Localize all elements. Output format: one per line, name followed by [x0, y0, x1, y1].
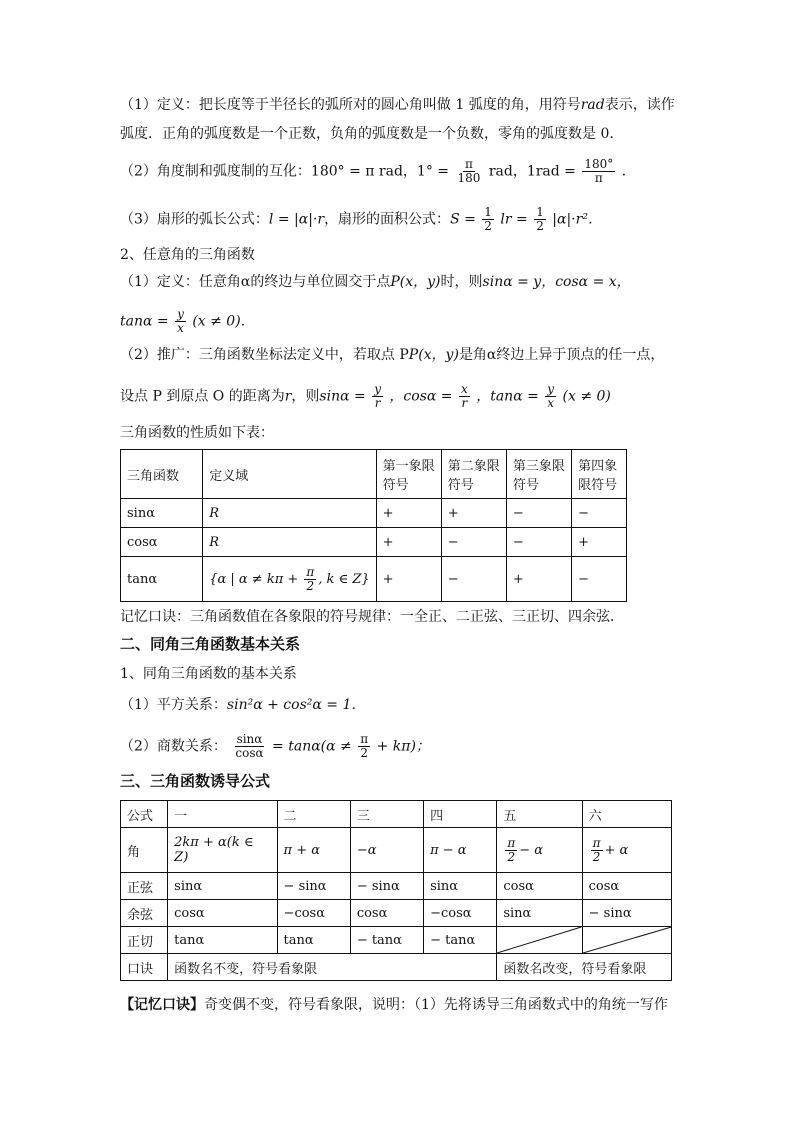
table-cell: +: [376, 528, 441, 557]
table-header-cell: 第三象限符号: [506, 450, 571, 499]
table-cell: +: [572, 528, 627, 557]
table-cell-angle-5: $\frac{\pi}{2}$ − α: [497, 828, 582, 873]
table-row: [121, 873, 672, 900]
table-row: [121, 900, 672, 927]
fraction-180-over-pi: $\frac{180^\circ}{\pi}$: [584, 157, 614, 185]
table-header-cell: 公式: [121, 801, 168, 828]
table-row: [121, 499, 627, 528]
table-cell: −: [572, 499, 627, 528]
table-cell: 函数名改变，符号看象限: [497, 954, 672, 981]
table-cell: cosα: [168, 900, 277, 927]
table-cell: R: [203, 499, 376, 528]
table-cell-tan-domain: {α | α ≠ kπ + $\frac{\pi}{2}$ , k ∈ Z}: [203, 557, 376, 602]
table-header-row: [121, 450, 627, 499]
table-cell: 函数名不变，符号看象限: [168, 954, 497, 981]
quotient-relation: （2）商数关系： $\frac{\sin\alpha}{\cos\alpha}$ = tanα(α ≠ $\frac{\pi}{2}$ + kπ)；: [120, 732, 430, 760]
fraction-sin-over-cos: $\frac{\sin\alpha}{\cos\alpha}$: [235, 732, 264, 760]
radian-definition-line-2: 弧度．正角的弧度数是一个正数，负角的弧度数是一个负数，零角的弧度数是 0．: [120, 126, 624, 142]
table-cell: 正切: [121, 927, 168, 954]
table-cell: −cosα: [277, 900, 350, 927]
fraction-y-over-r: $\frac{y}{r}$: [374, 382, 381, 410]
table-cell: −: [441, 528, 506, 557]
generalization-line-2: 设点 P 到原点 O 的距离为r，则sinα = $\frac{y}{r}$ ，cosα = $\frac{x}{r}$ ，tanα = $\frac{y}{x}$ (x ≠ 0): [120, 382, 611, 410]
table-cell: tanα: [277, 927, 350, 954]
table-cell: −cosα: [424, 900, 497, 927]
table-cell: − sinα: [582, 900, 671, 927]
tan-definition: tanα = $\frac{y}{x}$ (x ≠ 0)．: [120, 307, 255, 335]
table-header-cell: 一: [168, 801, 277, 828]
table-header-cell: 第二象限符号: [441, 450, 506, 499]
table-cell: −: [506, 528, 571, 557]
table-row: [121, 927, 672, 954]
table-cell: −: [572, 557, 627, 602]
table-cell: cosα: [582, 873, 671, 900]
table-header-cell: 四: [424, 801, 497, 828]
table-cell: sinα: [168, 873, 277, 900]
table-cell: +: [376, 557, 441, 602]
table-header-cell: 三角函数: [121, 450, 203, 499]
fraction-pi-over-2: $\frac{\pi}{2}$: [360, 732, 369, 760]
table-cell-angle-6: $\frac{\pi}{2}$ + α: [582, 828, 671, 873]
trig-definition: （1）定义：任意角α的终边与单位圆交于点P(x，y)时，则sinα = y，cosα = x，: [120, 274, 631, 290]
table-cell: 角: [121, 828, 168, 873]
table-cell: −: [506, 499, 571, 528]
table-header-cell: 五: [497, 801, 582, 828]
diagonal-line: [583, 927, 671, 953]
table-header-cell: 第一象限符号: [376, 450, 441, 499]
table-cell: −: [441, 557, 506, 602]
table-cell: − tanα: [350, 927, 423, 954]
fraction-x-over-r: $\frac{x}{r}$: [460, 382, 468, 410]
table-cell: 余弦: [121, 900, 168, 927]
section-heading-induction-formulas: 三、三角函数诱导公式: [120, 772, 271, 790]
fraction-y-over-x: $\frac{y}{x}$: [177, 307, 184, 335]
fraction-y-over-x: $\frac{y}{x}$: [547, 382, 555, 410]
table-cell: sinα: [424, 873, 497, 900]
table-cell: sinα: [497, 900, 582, 927]
table-cell: − tanα: [424, 927, 497, 954]
sign-mnemonic: 记忆口诀：三角函数值在各象限的符号规律：一全正、二正弦、三正切、四余弦．: [120, 609, 624, 625]
degree-radian-conversion: （2）角度制和弧度制的互化：180° = π rad，1° = $\frac{\pi}{180}$ rad，1rad = $\frac{180^\circ}{\pi}$ ．: [120, 157, 636, 185]
table-cell: 2kπ + α(k ∈ Z): [168, 828, 277, 873]
table-cell: +: [506, 557, 571, 602]
subheading-same-angle: 1、同角三角函数的基本关系: [120, 666, 297, 682]
table-header-cell: 第四象限符号: [572, 450, 627, 499]
radian-definition-line-1: （1）定义：把长度等于半径长的弧所对的圆心角叫做 1 弧度的角，用符号rad表示，读作: [120, 97, 675, 113]
diagonal-line: [497, 927, 581, 953]
table-cell: cosα: [350, 900, 423, 927]
table-cell: R: [203, 528, 376, 557]
table-cell: 正弦: [121, 873, 168, 900]
section-heading-same-angle: 二、同角三角函数基本关系: [120, 635, 301, 653]
table-cell: π − α: [424, 828, 497, 873]
table-header-row: [121, 801, 672, 828]
fraction-pi-over-2: $\frac{\pi}{2}$: [306, 564, 315, 593]
table-cell: tanα: [168, 927, 277, 954]
table-cell: 口诀: [121, 954, 168, 981]
table-intro: 三角函数的性质如下表：: [120, 425, 274, 441]
fraction-pi-over-2: $\frac{\pi}{2}$: [592, 835, 601, 864]
table-header-cell: 定义域: [203, 450, 376, 499]
square-relation: （1）平方关系：sin²α + cos²α = 1．: [120, 697, 366, 713]
table-cell: tanα: [121, 557, 203, 602]
table-cell: sinα: [121, 499, 203, 528]
fraction-one-half: $\frac{1}{2}$: [484, 205, 492, 233]
sector-formulas: （3）扇形的弧长公式：l = |α|·r，扇形的面积公式：S = $\frac{1}{2}$ lr = $\frac{1}{2}$ |α|·r²．: [120, 205, 602, 233]
table-cell: +: [441, 499, 506, 528]
diagonal-empty-cell: [582, 927, 671, 954]
table-row: [121, 828, 672, 873]
table-row: [121, 557, 627, 602]
trig-properties-table: [120, 449, 627, 602]
table-cell: −α: [350, 828, 423, 873]
section-heading-arbitrary-angle: 2、任意角的三角函数: [120, 247, 255, 263]
table-header-cell: 六: [582, 801, 671, 828]
table-row: [121, 954, 672, 981]
table-row: [121, 528, 627, 557]
table-cell: π + α: [277, 828, 350, 873]
generalization-line-1: （2）推广：三角函数坐标法定义中，若取点 PP(x，y)是角α终边上异于顶点的任一点，: [120, 347, 665, 363]
table-cell: − sinα: [277, 873, 350, 900]
table-cell: − sinα: [350, 873, 423, 900]
fraction-one-half: $\frac{1}{2}$: [536, 205, 544, 233]
table-header-cell: 三: [350, 801, 423, 828]
table-header-cell: 二: [277, 801, 350, 828]
table-cell: cosα: [121, 528, 203, 557]
table-cell: cosα: [497, 873, 582, 900]
fraction-pi-over-2: $\frac{\pi}{2}$: [507, 835, 516, 864]
memory-mnemonic: 【记忆口诀】奇变偶不变，符号看象限，说明：（1）先将诱导三角函数式中的角统一写作: [120, 997, 668, 1013]
diagonal-empty-cell: [497, 927, 582, 954]
table-cell: +: [376, 499, 441, 528]
fraction-pi-over-180: $\frac{\pi}{180}$: [457, 157, 481, 185]
induction-formulas-table: [120, 800, 672, 981]
